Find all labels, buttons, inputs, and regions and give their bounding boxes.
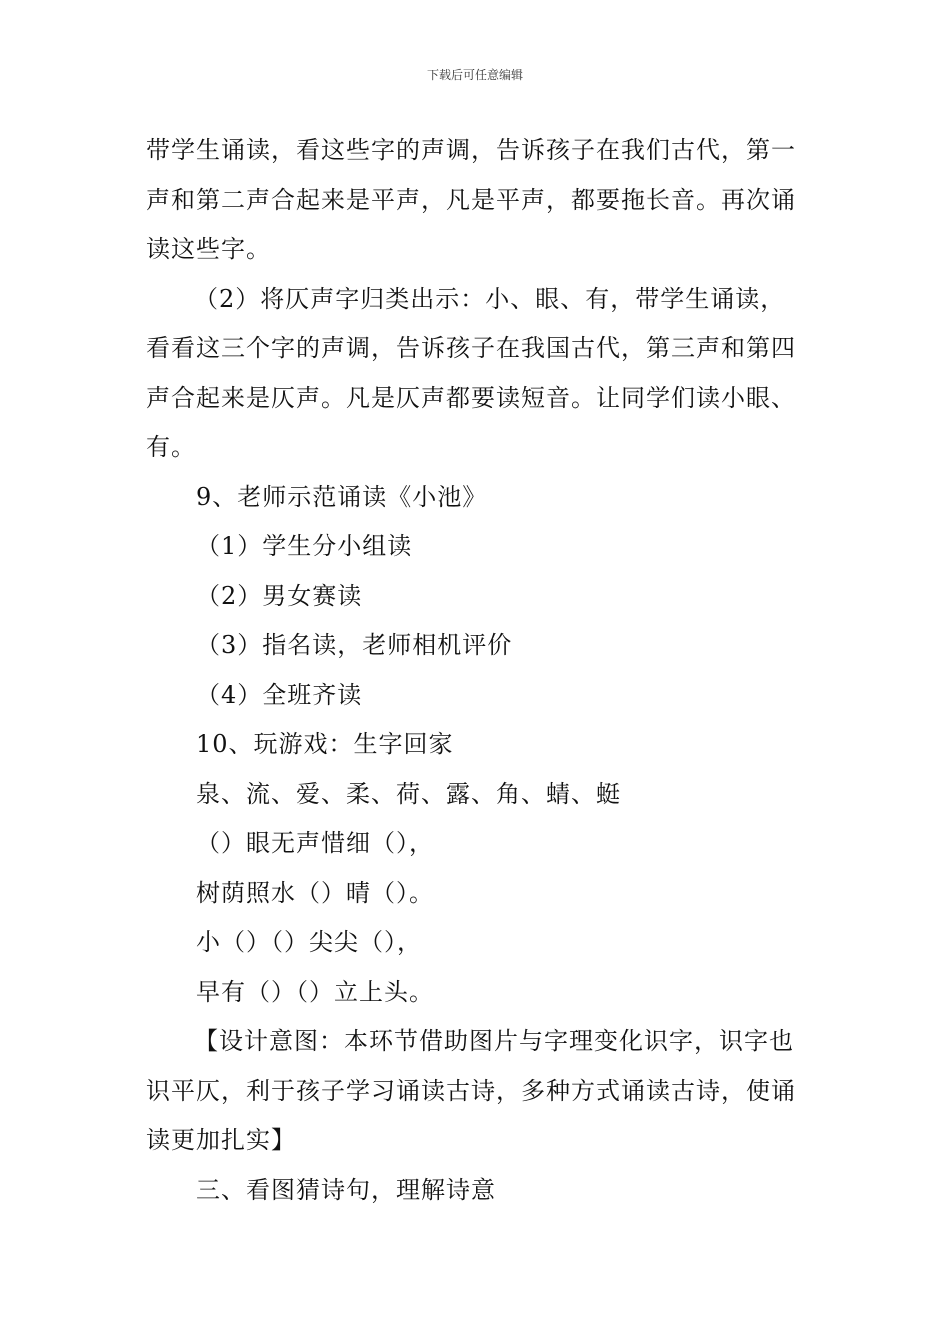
page-header: 下载后可任意编辑 [426,68,523,82]
poem-line-4: 早有（）（）立上头。 [196,977,434,1006]
list-item-boys-girls-reading: （2）男女赛读 [196,581,363,610]
list-item-class-reading: （4）全班齐读 [196,680,363,709]
paragraph-level-tone-reading: 带学生诵读，看这些字的声调，告诉孩子在我们古代，第一声和第二声合起来是平声，凡是平声，都要拖长音。再次诵读这些字。 [146,136,796,263]
list-item-group-reading: （1）学生分小组读 [196,532,413,560]
document-body [146,126,808,1215]
design-intent-note: 【设计意图：本环节借助图片与字理变化识字，识字也识平仄，利于孩子学习诵读古诗，多种方式诵读古诗，使诵读更加扎实】 [146,1027,796,1154]
section-heading-three: 三、看图猜诗句，理解诗意 [196,1175,496,1204]
step-game-title: 10、玩游戏：生字回家 [196,730,454,758]
game-character-list: 泉、流、爱、柔、荷、露、角、蜻、蜓 [196,779,621,808]
paragraph-oblique-tone: （2）将仄声字归类出示：小、眼、有，带学生诵读，看看这三个字的声调，告诉孩子在我国古代，第三声和第四声合起来是仄声。凡是仄声都要读短音。让同学们读小眼、有。 [146,284,796,461]
poem-line-1: （）眼无声惜细（）， [196,829,434,857]
step-teacher-demo-reading: 9、老师示范诵读《小池》 [196,482,488,511]
poem-line-3: 小（）（）尖尖（）， [196,928,422,956]
list-item-named-reading: （3）指名读，老师相机评价 [196,631,513,659]
poem-line-2: 树荫照水（）晴（）。 [196,878,434,907]
